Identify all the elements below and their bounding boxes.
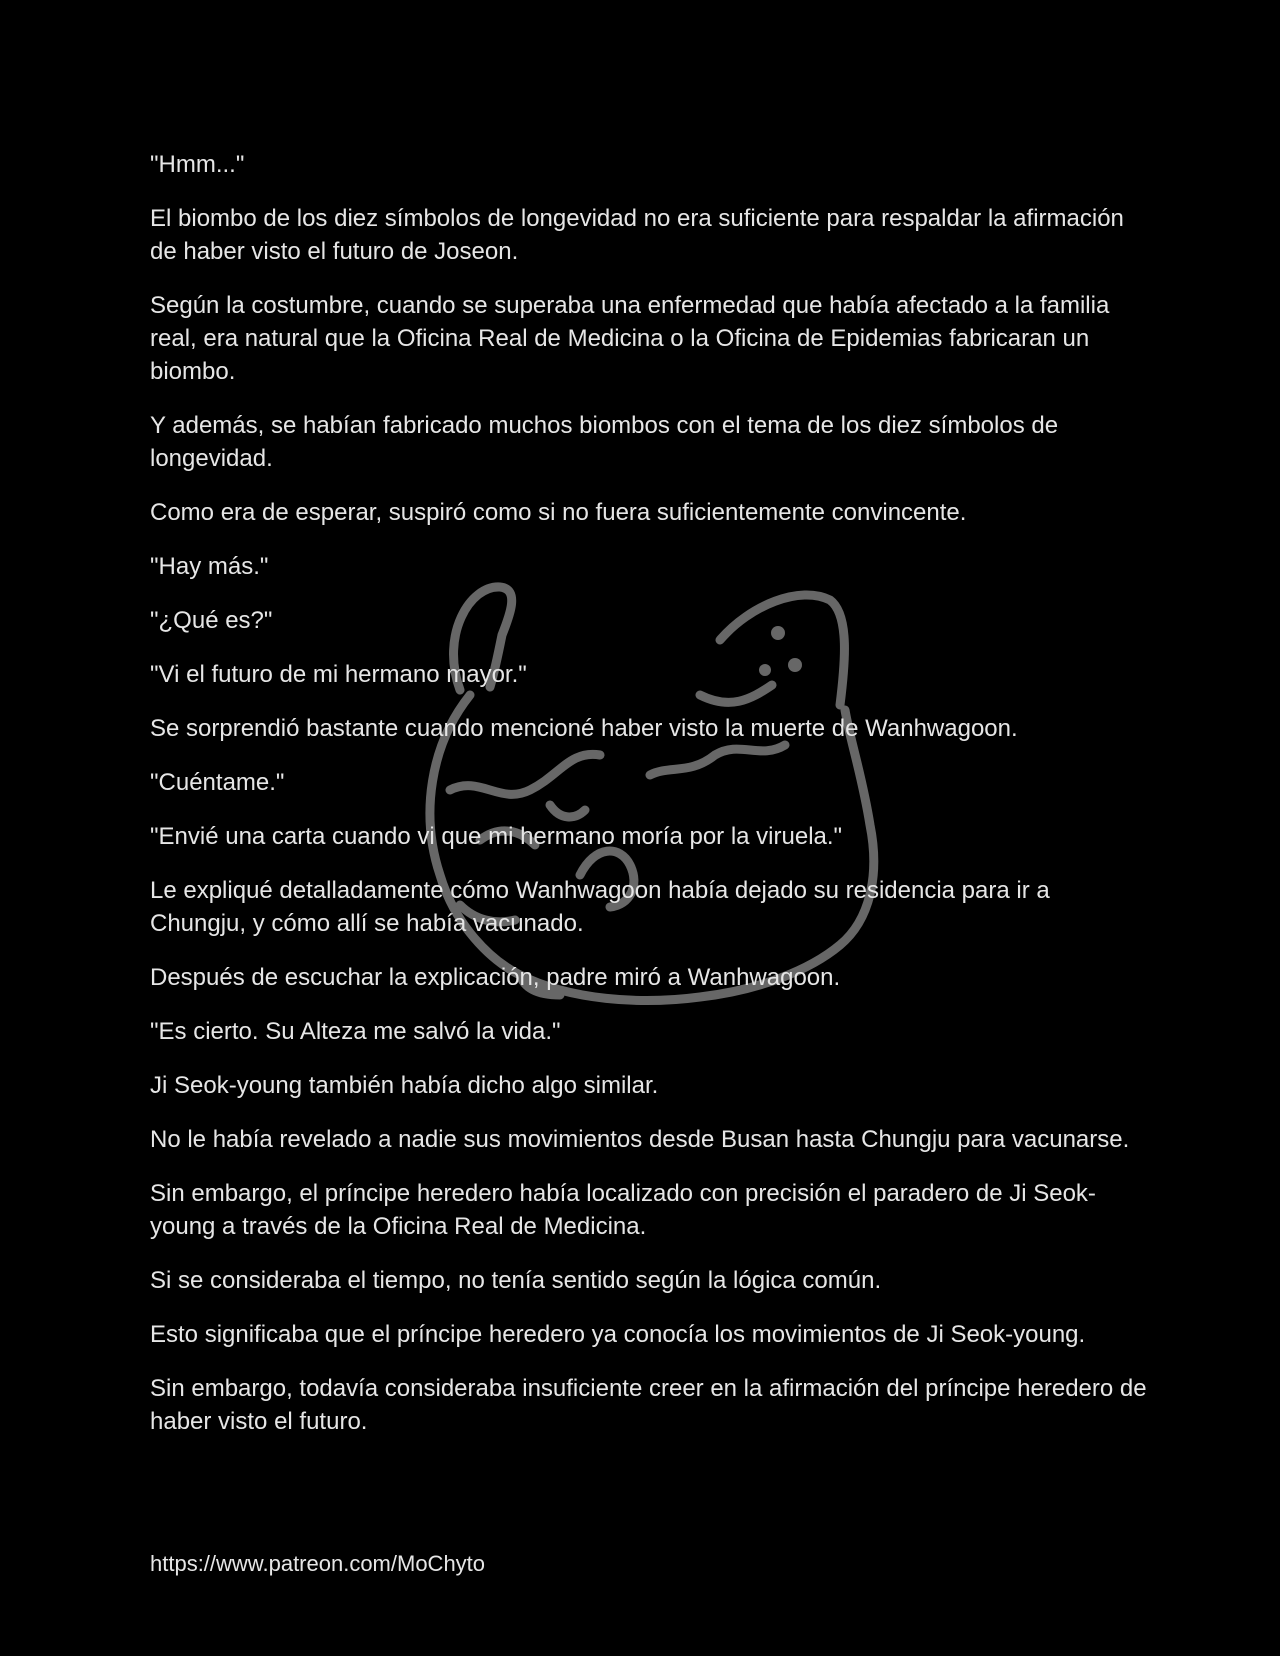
paragraph: "Hay más." [150,553,269,580]
paragraph: El biombo de los diez símbolos de longevidad no era suficiente para respaldar la afirmación de haber visto el futuro de Joseon. [150,205,1124,265]
paragraph: "Hmm..." [150,151,245,178]
paragraph: Como era de esperar, suspiró como si no fuera suficientemente convincente. [150,499,967,526]
paragraph: "Cuéntame." [150,769,285,796]
paragraph: "Vi el futuro de mi hermano mayor." [150,661,527,688]
paragraph: Ji Seok-young también había dicho algo similar. [150,1072,659,1099]
paragraph: Si se consideraba el tiempo, no tenía sentido según la lógica común. [150,1267,882,1294]
paragraph: Esto significaba que el príncipe heredero ya conocía los movimientos de Ji Seok-young. [150,1321,1086,1348]
paragraph: Sin embargo, todavía consideraba insuficiente creer en la afirmación del príncipe heredero de haber visto el futuro. [150,1375,1147,1435]
document-body [150,148,1150,1459]
paragraph: Le expliqué detalladamente cómo Wanhwagoon había dejado su residencia para ir a Chungju, y cómo allí se había vacunado. [150,877,1050,937]
patreon-link[interactable]: https://www.patreon.com/MoChyto [150,1551,486,1576]
paragraph: "Envié una carta cuando vi que mi hermano moría por la viruela." [150,823,843,850]
paragraph: Y además, se habían fabricado muchos biombos con el tema de los diez símbolos de longevidad. [150,412,1059,472]
paragraph: "Es cierto. Su Alteza me salvó la vida." [150,1018,561,1045]
paragraph: Según la costumbre, cuando se superaba una enfermedad que había afectado a la familia real, era natural que la Oficina Real de Medicina o la Oficina de Epidemias fabricaran un biombo. [150,292,1110,385]
paragraph: "¿Qué es?" [150,607,273,634]
paragraph: Se sorprendió bastante cuando mencioné haber visto la muerte de Wanhwagoon. [150,715,1018,742]
paragraph: No le había revelado a nadie sus movimientos desde Busan hasta Chungju para vacunarse. [150,1126,1130,1153]
paragraph: Después de escuchar la explicación, padre miró a Wanhwagoon. [150,964,841,991]
paragraph: Sin embargo, el príncipe heredero había localizado con precisión el paradero de Ji Seok-young a través de la Oficina Real de Medicina. [150,1180,1096,1240]
